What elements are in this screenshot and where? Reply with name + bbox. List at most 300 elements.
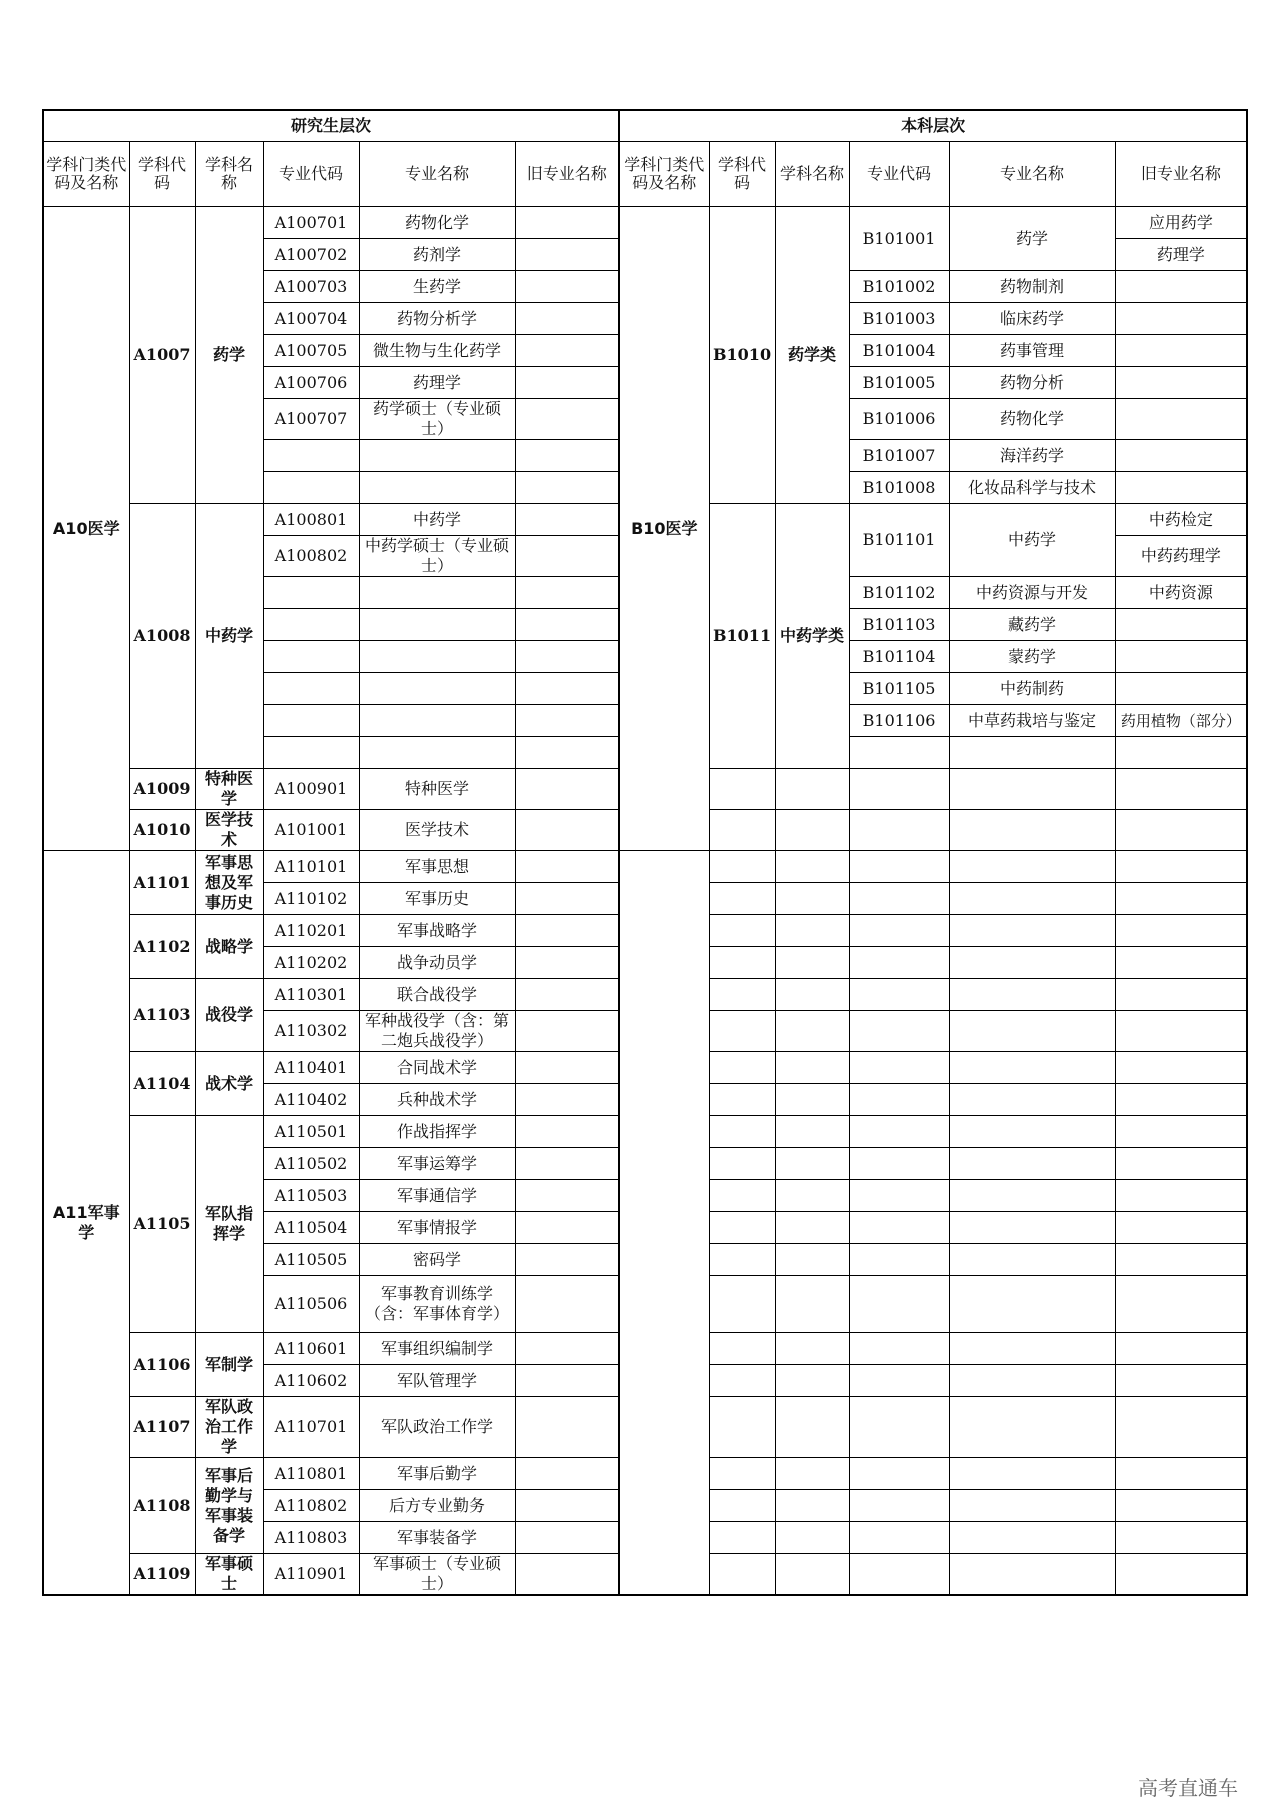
major-code-cell: A110301 bbox=[263, 979, 359, 1011]
empty-cell bbox=[849, 1180, 949, 1212]
empty-cell bbox=[709, 979, 775, 1011]
major-code-cell: A100703 bbox=[263, 271, 359, 303]
empty-cell bbox=[1115, 1084, 1247, 1116]
major-name-cell: 军事思想 bbox=[359, 851, 515, 883]
old-name-cell-ug bbox=[1115, 440, 1247, 472]
old-name-cell-ug bbox=[1115, 399, 1247, 440]
empty-cell bbox=[1115, 1212, 1247, 1244]
old-name-cell-ug: 药理学 bbox=[1115, 239, 1247, 271]
old-name-cell bbox=[515, 1148, 619, 1180]
empty-cell bbox=[849, 1458, 949, 1490]
old-name-cell-ug: 药用植物（部分） bbox=[1115, 705, 1247, 737]
discipline-code-cell: A1103 bbox=[129, 979, 195, 1052]
major-name-cell: 军事情报学 bbox=[359, 1212, 515, 1244]
major-code-cell: A100801 bbox=[263, 504, 359, 536]
major-code-cell bbox=[263, 641, 359, 673]
major-name-cell: 军事历史 bbox=[359, 883, 515, 915]
major-name-cell-ug: 药学 bbox=[949, 207, 1115, 271]
empty-cell bbox=[775, 1052, 849, 1084]
category-cell-ug bbox=[619, 851, 709, 1596]
discipline-name-cell: 特种医学 bbox=[195, 769, 263, 810]
old-name-cell-ug: 中药资源 bbox=[1115, 577, 1247, 609]
discipline-code-cell: A1009 bbox=[129, 769, 195, 810]
col-disc-name-ug: 学科名称 bbox=[775, 142, 849, 207]
major-code-cell-ug: B101008 bbox=[849, 472, 949, 504]
old-name-cell bbox=[515, 1084, 619, 1116]
empty-cell bbox=[1115, 883, 1247, 915]
old-name-cell-ug bbox=[1115, 335, 1247, 367]
major-code-cell: A100707 bbox=[263, 399, 359, 440]
discipline-name-cell: 军事硕士 bbox=[195, 1554, 263, 1596]
empty-cell bbox=[709, 947, 775, 979]
major-name-cell: 军事教育训练学（含：军事体育学） bbox=[359, 1276, 515, 1333]
empty-cell bbox=[849, 1116, 949, 1148]
empty-cell bbox=[709, 1458, 775, 1490]
major-code-cell: A110503 bbox=[263, 1180, 359, 1212]
major-code-cell: A110602 bbox=[263, 1365, 359, 1397]
old-name-cell bbox=[515, 1052, 619, 1084]
empty-cell bbox=[849, 1212, 949, 1244]
empty-cell bbox=[709, 883, 775, 915]
major-code-cell bbox=[263, 673, 359, 705]
empty-cell bbox=[849, 1490, 949, 1522]
major-name-cell-ug: 药物制剂 bbox=[949, 271, 1115, 303]
major-name-cell bbox=[359, 705, 515, 737]
watermark-text: 高考直通车 bbox=[1138, 1776, 1238, 1800]
col-category: 学科门类代码及名称 bbox=[43, 142, 129, 207]
major-name-cell: 特种医学 bbox=[359, 769, 515, 810]
col-disc-code-ug: 学科代码 bbox=[709, 142, 775, 207]
empty-cell bbox=[775, 947, 849, 979]
old-name-cell bbox=[515, 1180, 619, 1212]
empty-cell bbox=[775, 1244, 849, 1276]
major-code-cell: A110201 bbox=[263, 915, 359, 947]
empty-cell bbox=[709, 1084, 775, 1116]
major-name-cell: 微生物与生化药学 bbox=[359, 335, 515, 367]
empty-cell bbox=[1115, 1276, 1247, 1333]
old-name-cell bbox=[515, 303, 619, 335]
empty-cell bbox=[949, 1397, 1115, 1458]
empty-cell bbox=[709, 851, 775, 883]
empty-cell bbox=[775, 1333, 849, 1365]
discipline-name-cell: 战役学 bbox=[195, 979, 263, 1052]
major-name-cell-ug: 海洋药学 bbox=[949, 440, 1115, 472]
empty-cell bbox=[709, 1554, 775, 1596]
graduate-level-heading: 研究生层次 bbox=[43, 110, 619, 142]
major-code-cell: A110402 bbox=[263, 1084, 359, 1116]
major-code-cell bbox=[263, 577, 359, 609]
old-name-cell bbox=[515, 810, 619, 851]
old-name-cell bbox=[515, 673, 619, 705]
empty-cell bbox=[949, 769, 1115, 810]
empty-cell bbox=[775, 810, 849, 851]
old-name-cell-ug bbox=[1115, 673, 1247, 705]
old-name-cell bbox=[515, 207, 619, 239]
major-code-cell: A110501 bbox=[263, 1116, 359, 1148]
empty-cell bbox=[849, 1148, 949, 1180]
discipline-code-cell: A1109 bbox=[129, 1554, 195, 1596]
empty-cell bbox=[775, 769, 849, 810]
empty-cell bbox=[949, 1458, 1115, 1490]
major-name-cell-ug: 中药资源与开发 bbox=[949, 577, 1115, 609]
major-name-cell-ug: 中药学 bbox=[949, 504, 1115, 577]
major-name-cell-ug: 临床药学 bbox=[949, 303, 1115, 335]
discipline-name-cell: 军制学 bbox=[195, 1333, 263, 1397]
major-code-cell: A110302 bbox=[263, 1011, 359, 1052]
col-major-code: 专业代码 bbox=[263, 142, 359, 207]
old-name-cell bbox=[515, 915, 619, 947]
old-name-cell bbox=[515, 883, 619, 915]
empty-cell bbox=[849, 883, 949, 915]
table-row bbox=[43, 207, 1247, 239]
major-code-cell-ug: B101106 bbox=[849, 705, 949, 737]
empty-cell bbox=[1115, 1490, 1247, 1522]
major-code-cell: A110401 bbox=[263, 1052, 359, 1084]
old-name-cell bbox=[515, 367, 619, 399]
old-name-cell-ug: 中药检定 bbox=[1115, 504, 1247, 536]
empty-cell bbox=[709, 1116, 775, 1148]
major-catalog-table bbox=[42, 109, 1248, 1596]
category-cell: A11军事学 bbox=[43, 851, 129, 1596]
major-name-cell: 军队管理学 bbox=[359, 1365, 515, 1397]
empty-cell bbox=[849, 915, 949, 947]
major-code-cell: A110801 bbox=[263, 1458, 359, 1490]
major-name-cell: 作战指挥学 bbox=[359, 1116, 515, 1148]
discipline-name-cell: 军事后勤学与军事装备学 bbox=[195, 1458, 263, 1554]
empty-cell bbox=[949, 915, 1115, 947]
major-code-cell-ug: B101002 bbox=[849, 271, 949, 303]
old-name-cell bbox=[515, 979, 619, 1011]
empty-cell bbox=[1115, 1011, 1247, 1052]
empty-cell bbox=[709, 1212, 775, 1244]
undergraduate-level-heading: 本科层次 bbox=[619, 110, 1247, 142]
major-code-cell: A110803 bbox=[263, 1522, 359, 1554]
empty-cell bbox=[949, 1244, 1115, 1276]
old-name-cell-ug bbox=[1115, 303, 1247, 335]
major-name-cell bbox=[359, 641, 515, 673]
major-code-cell-ug: B101103 bbox=[849, 609, 949, 641]
major-code-cell: A100701 bbox=[263, 207, 359, 239]
major-name-cell: 生药学 bbox=[359, 271, 515, 303]
empty-cell bbox=[949, 810, 1115, 851]
empty-cell bbox=[949, 1116, 1115, 1148]
major-code-cell bbox=[263, 472, 359, 504]
major-name-cell bbox=[359, 609, 515, 641]
empty-cell bbox=[775, 979, 849, 1011]
empty-cell bbox=[775, 1011, 849, 1052]
empty-cell bbox=[849, 1011, 949, 1052]
empty-cell bbox=[949, 1333, 1115, 1365]
discipline-name-cell: 军队政治工作学 bbox=[195, 1397, 263, 1458]
old-name-cell bbox=[515, 641, 619, 673]
major-code-cell-ug: B101003 bbox=[849, 303, 949, 335]
col-old-name: 旧专业名称 bbox=[515, 142, 619, 207]
major-code-cell bbox=[263, 609, 359, 641]
col-old-name-ug: 旧专业名称 bbox=[1115, 142, 1247, 207]
major-name-cell bbox=[359, 472, 515, 504]
major-code-cell: A101001 bbox=[263, 810, 359, 851]
major-code-cell: A110901 bbox=[263, 1554, 359, 1596]
major-code-cell: A110506 bbox=[263, 1276, 359, 1333]
col-disc-name: 学科名称 bbox=[195, 142, 263, 207]
empty-cell bbox=[949, 1365, 1115, 1397]
empty-cell bbox=[949, 979, 1115, 1011]
major-name-cell: 军种战役学（含：第二炮兵战役学） bbox=[359, 1011, 515, 1052]
empty-cell bbox=[1115, 1333, 1247, 1365]
empty-cell bbox=[849, 1522, 949, 1554]
old-name-cell bbox=[515, 536, 619, 577]
major-name-cell bbox=[359, 673, 515, 705]
discipline-name-cell-ug: 药学类 bbox=[775, 207, 849, 504]
empty-cell bbox=[949, 1490, 1115, 1522]
major-code-cell: A100705 bbox=[263, 335, 359, 367]
discipline-name-cell: 中药学 bbox=[195, 504, 263, 769]
discipline-code-cell: A1108 bbox=[129, 1458, 195, 1554]
discipline-name-cell-ug: 中药学类 bbox=[775, 504, 849, 769]
empty-cell bbox=[1115, 851, 1247, 883]
major-name-cell-ug: 药物分析 bbox=[949, 367, 1115, 399]
empty-cell bbox=[949, 1052, 1115, 1084]
major-name-cell: 军事后勤学 bbox=[359, 1458, 515, 1490]
major-name-cell-ug: 化妆品科学与技术 bbox=[949, 472, 1115, 504]
discipline-code-cell: A1104 bbox=[129, 1052, 195, 1116]
major-name-cell: 军队政治工作学 bbox=[359, 1397, 515, 1458]
old-name-cell bbox=[515, 1490, 619, 1522]
major-code-cell: A110202 bbox=[263, 947, 359, 979]
empty-cell bbox=[1115, 810, 1247, 851]
major-code-cell-ug: B101005 bbox=[849, 367, 949, 399]
section-header-row bbox=[43, 110, 1247, 142]
discipline-name-cell: 药学 bbox=[195, 207, 263, 504]
table-row bbox=[43, 851, 1247, 883]
major-name-cell: 中药学 bbox=[359, 504, 515, 536]
major-name-cell: 药物分析学 bbox=[359, 303, 515, 335]
empty-cell bbox=[849, 1052, 949, 1084]
old-name-cell-ug bbox=[1115, 641, 1247, 673]
empty-cell bbox=[709, 1490, 775, 1522]
major-name-cell-ug: 药事管理 bbox=[949, 335, 1115, 367]
major-name-cell: 药学硕士（专业硕士） bbox=[359, 399, 515, 440]
major-name-cell-ug bbox=[949, 737, 1115, 769]
discipline-name-cell: 战术学 bbox=[195, 1052, 263, 1116]
discipline-code-cell: A1007 bbox=[129, 207, 195, 504]
major-code-cell: A110601 bbox=[263, 1333, 359, 1365]
old-name-cell bbox=[515, 577, 619, 609]
col-category-ug: 学科门类代码及名称 bbox=[619, 142, 709, 207]
empty-cell bbox=[849, 810, 949, 851]
major-name-cell: 药理学 bbox=[359, 367, 515, 399]
major-code-cell-ug: B101006 bbox=[849, 399, 949, 440]
old-name-cell bbox=[515, 1244, 619, 1276]
old-name-cell bbox=[515, 1276, 619, 1333]
major-name-cell: 药物化学 bbox=[359, 207, 515, 239]
major-code-cell: A100706 bbox=[263, 367, 359, 399]
empty-cell bbox=[709, 1180, 775, 1212]
major-code-cell: A100901 bbox=[263, 769, 359, 810]
empty-cell bbox=[775, 883, 849, 915]
major-code-cell-ug: B101104 bbox=[849, 641, 949, 673]
old-name-cell bbox=[515, 399, 619, 440]
empty-cell bbox=[849, 1244, 949, 1276]
empty-cell bbox=[949, 1084, 1115, 1116]
empty-cell bbox=[849, 1276, 949, 1333]
empty-cell bbox=[775, 1212, 849, 1244]
empty-cell bbox=[709, 1333, 775, 1365]
empty-cell bbox=[775, 1490, 849, 1522]
major-code-cell bbox=[263, 440, 359, 472]
empty-cell bbox=[775, 1116, 849, 1148]
empty-cell bbox=[849, 769, 949, 810]
old-name-cell bbox=[515, 851, 619, 883]
major-name-cell: 军事运筹学 bbox=[359, 1148, 515, 1180]
category-cell: A10医学 bbox=[43, 207, 129, 851]
empty-cell bbox=[775, 1397, 849, 1458]
col-disc-code: 学科代码 bbox=[129, 142, 195, 207]
major-code-cell-ug: B101102 bbox=[849, 577, 949, 609]
col-major-code-ug: 专业代码 bbox=[849, 142, 949, 207]
discipline-code-cell: A1010 bbox=[129, 810, 195, 851]
empty-cell bbox=[1115, 1554, 1247, 1596]
major-name-cell bbox=[359, 577, 515, 609]
major-name-cell: 中药学硕士（专业硕士） bbox=[359, 536, 515, 577]
old-name-cell-ug bbox=[1115, 609, 1247, 641]
old-name-cell bbox=[515, 440, 619, 472]
empty-cell bbox=[775, 1148, 849, 1180]
major-name-cell-ug: 药物化学 bbox=[949, 399, 1115, 440]
empty-cell bbox=[1115, 1458, 1247, 1490]
empty-cell bbox=[949, 1522, 1115, 1554]
old-name-cell bbox=[515, 1011, 619, 1052]
major-code-cell-ug: B101105 bbox=[849, 673, 949, 705]
major-code-cell bbox=[263, 705, 359, 737]
empty-cell bbox=[1115, 1365, 1247, 1397]
major-code-cell: A110701 bbox=[263, 1397, 359, 1458]
empty-cell bbox=[1115, 947, 1247, 979]
major-code-cell bbox=[263, 737, 359, 769]
col-major-name-ug: 专业名称 bbox=[949, 142, 1115, 207]
major-code-cell: A110101 bbox=[263, 851, 359, 883]
empty-cell bbox=[709, 1522, 775, 1554]
major-name-cell: 军事硕士（专业硕士） bbox=[359, 1554, 515, 1596]
major-code-cell: A110802 bbox=[263, 1490, 359, 1522]
empty-cell bbox=[849, 1554, 949, 1596]
discipline-code-cell-ug: B1010 bbox=[709, 207, 775, 504]
empty-cell bbox=[949, 947, 1115, 979]
empty-cell bbox=[775, 1180, 849, 1212]
empty-cell bbox=[775, 1522, 849, 1554]
empty-cell bbox=[1115, 1180, 1247, 1212]
empty-cell bbox=[709, 1365, 775, 1397]
major-code-cell: A100702 bbox=[263, 239, 359, 271]
major-name-cell-ug: 蒙药学 bbox=[949, 641, 1115, 673]
discipline-name-cell: 战略学 bbox=[195, 915, 263, 979]
major-name-cell-ug: 中药制药 bbox=[949, 673, 1115, 705]
empty-cell bbox=[949, 1148, 1115, 1180]
empty-cell bbox=[1115, 1116, 1247, 1148]
empty-cell bbox=[949, 1180, 1115, 1212]
old-name-cell-ug bbox=[1115, 367, 1247, 399]
major-code-cell: A110502 bbox=[263, 1148, 359, 1180]
old-name-cell bbox=[515, 335, 619, 367]
discipline-code-cell: A1101 bbox=[129, 851, 195, 915]
major-name-cell: 军事战略学 bbox=[359, 915, 515, 947]
major-name-cell: 药剂学 bbox=[359, 239, 515, 271]
discipline-name-cell: 军队指挥学 bbox=[195, 1116, 263, 1333]
old-name-cell bbox=[515, 609, 619, 641]
old-name-cell bbox=[515, 1365, 619, 1397]
empty-cell bbox=[1115, 769, 1247, 810]
discipline-name-cell: 医学技术 bbox=[195, 810, 263, 851]
old-name-cell bbox=[515, 239, 619, 271]
empty-cell bbox=[709, 1276, 775, 1333]
old-name-cell-ug bbox=[1115, 737, 1247, 769]
empty-cell bbox=[849, 1365, 949, 1397]
empty-cell bbox=[849, 979, 949, 1011]
empty-cell bbox=[849, 947, 949, 979]
major-code-cell-ug: B101007 bbox=[849, 440, 949, 472]
empty-cell bbox=[1115, 1522, 1247, 1554]
old-name-cell-ug: 应用药学 bbox=[1115, 207, 1247, 239]
discipline-name-cell: 军事思想及军事历史 bbox=[195, 851, 263, 915]
discipline-code-cell: A1102 bbox=[129, 915, 195, 979]
empty-cell bbox=[775, 1084, 849, 1116]
empty-cell bbox=[949, 1276, 1115, 1333]
empty-cell bbox=[709, 915, 775, 947]
empty-cell bbox=[1115, 1397, 1247, 1458]
major-code-cell: A100704 bbox=[263, 303, 359, 335]
discipline-code-cell: A1105 bbox=[129, 1116, 195, 1333]
empty-cell bbox=[949, 851, 1115, 883]
major-name-cell bbox=[359, 440, 515, 472]
discipline-code-cell: A1107 bbox=[129, 1397, 195, 1458]
old-name-cell bbox=[515, 504, 619, 536]
old-name-cell-ug: 中药药理学 bbox=[1115, 536, 1247, 577]
old-name-cell bbox=[515, 1212, 619, 1244]
major-name-cell: 军事组织编制学 bbox=[359, 1333, 515, 1365]
old-name-cell bbox=[515, 1116, 619, 1148]
empty-cell bbox=[949, 1212, 1115, 1244]
major-code-cell: A110102 bbox=[263, 883, 359, 915]
major-name-cell: 军事通信学 bbox=[359, 1180, 515, 1212]
old-name-cell bbox=[515, 705, 619, 737]
major-name-cell: 战争动员学 bbox=[359, 947, 515, 979]
empty-cell bbox=[709, 1052, 775, 1084]
major-name-cell: 密码学 bbox=[359, 1244, 515, 1276]
empty-cell bbox=[849, 1084, 949, 1116]
empty-cell bbox=[775, 1276, 849, 1333]
empty-cell bbox=[1115, 915, 1247, 947]
category-cell-ug: B10医学 bbox=[619, 207, 709, 851]
old-name-cell bbox=[515, 1458, 619, 1490]
empty-cell bbox=[1115, 979, 1247, 1011]
empty-cell bbox=[849, 1333, 949, 1365]
empty-cell bbox=[709, 810, 775, 851]
discipline-code-cell: A1106 bbox=[129, 1333, 195, 1397]
discipline-code-cell: A1008 bbox=[129, 504, 195, 769]
empty-cell bbox=[849, 1397, 949, 1458]
major-code-cell-ug bbox=[849, 737, 949, 769]
major-name-cell: 兵种战术学 bbox=[359, 1084, 515, 1116]
major-code-cell-ug: B101001 bbox=[849, 207, 949, 271]
old-name-cell bbox=[515, 947, 619, 979]
empty-cell bbox=[949, 1011, 1115, 1052]
major-code-cell: A110505 bbox=[263, 1244, 359, 1276]
old-name-cell bbox=[515, 1522, 619, 1554]
major-name-cell-ug: 藏药学 bbox=[949, 609, 1115, 641]
old-name-cell bbox=[515, 737, 619, 769]
empty-cell bbox=[1115, 1052, 1247, 1084]
empty-cell bbox=[1115, 1148, 1247, 1180]
